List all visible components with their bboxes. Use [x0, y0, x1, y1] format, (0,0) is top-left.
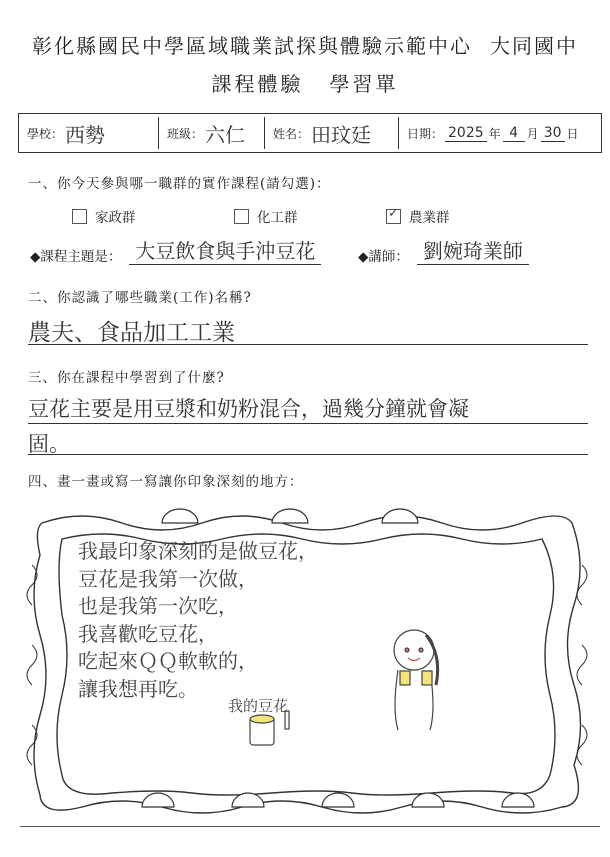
- checkbox-home-economics[interactable]: [72, 209, 87, 224]
- year-unit: 年: [488, 126, 501, 141]
- drawing-line: 我最印象深刻的是做豆花，: [78, 539, 318, 563]
- student-info-box: [18, 113, 602, 153]
- date-year: 2025: [445, 125, 487, 142]
- bottom-divider: [20, 826, 600, 827]
- course-theme: [30, 235, 321, 265]
- drawing-line: 豆花是我第一次做，: [78, 566, 258, 591]
- option-home-economics[interactable]: [72, 206, 136, 226]
- answer-3-line-2: 固。: [28, 428, 588, 455]
- month-unit: 月: [526, 126, 539, 141]
- class-value: 六仁: [205, 122, 246, 147]
- center-title: 彰化縣國民中學區域職業試探與體驗示範中心: [32, 34, 472, 58]
- school-title: 大同國中: [490, 34, 578, 58]
- date-field: [399, 117, 601, 149]
- drawing-line: 我喜歡吃豆花，: [78, 621, 218, 646]
- question-1: 一、你今天參與哪一職群的實作課程(請勾選)：: [28, 176, 331, 192]
- drawing-caption: 我的豆花: [228, 697, 289, 715]
- answer-3-line-1: 豆花主要是用豆漿和奶粉混合，過幾分鐘就會凝: [28, 393, 588, 424]
- option-chemical[interactable]: [234, 206, 298, 226]
- day-unit: 日: [566, 126, 579, 141]
- option-label: 化工群: [257, 210, 298, 226]
- question-4: 四、畫一畫或寫一寫讓你印象深刻的地方：: [28, 474, 304, 490]
- question-2: 二、你認識了哪些職業(工作)名稱?: [28, 290, 252, 306]
- question-3: 三、你在課程中學習到了什麼?: [28, 370, 225, 386]
- sheet-name: 課程體驗: [211, 72, 304, 96]
- drawing-line: 吃起來ＱＱ軟軟的，: [78, 649, 258, 673]
- class-field: [159, 117, 265, 149]
- girl-drawing: [394, 630, 438, 730]
- school-field: [19, 117, 159, 149]
- drawing-line: 讓我想再吃。: [78, 676, 198, 701]
- option-agriculture[interactable]: [386, 206, 450, 226]
- school-label: 學校：: [27, 126, 64, 141]
- class-label: 班級：: [167, 126, 204, 141]
- option-label: 家政群: [95, 210, 136, 226]
- sheet-type: 學習單: [329, 72, 399, 96]
- theme-label: ◆課程主題是：: [30, 249, 122, 265]
- page-title: [0, 30, 610, 59]
- school-value: 西勢: [65, 122, 106, 147]
- theme-value: 大豆飲食與手沖豆花: [129, 235, 321, 265]
- name-label: 姓名：: [273, 126, 310, 141]
- tofu-pudding-drawing: [250, 711, 289, 745]
- date-month: 4: [503, 125, 525, 142]
- drawing-text: [78, 538, 318, 703]
- teacher-label: ◆講師：: [358, 249, 409, 265]
- teacher-value: 劉婉琦業師: [417, 235, 529, 265]
- drawing-line: 也是我第一次吃，: [78, 594, 238, 618]
- course-teacher: [358, 235, 529, 265]
- name-field: [265, 117, 399, 149]
- answer-2: 農夫、食品加工工業: [28, 314, 588, 345]
- name-value: 田玟廷: [311, 122, 372, 147]
- date-label: 日期：: [407, 126, 444, 141]
- checkbox-agriculture[interactable]: [386, 209, 401, 224]
- date-day: 30: [541, 125, 565, 142]
- sheet-title: [0, 68, 610, 97]
- checkbox-chemical[interactable]: [234, 209, 249, 224]
- option-label: 農業群: [409, 210, 450, 226]
